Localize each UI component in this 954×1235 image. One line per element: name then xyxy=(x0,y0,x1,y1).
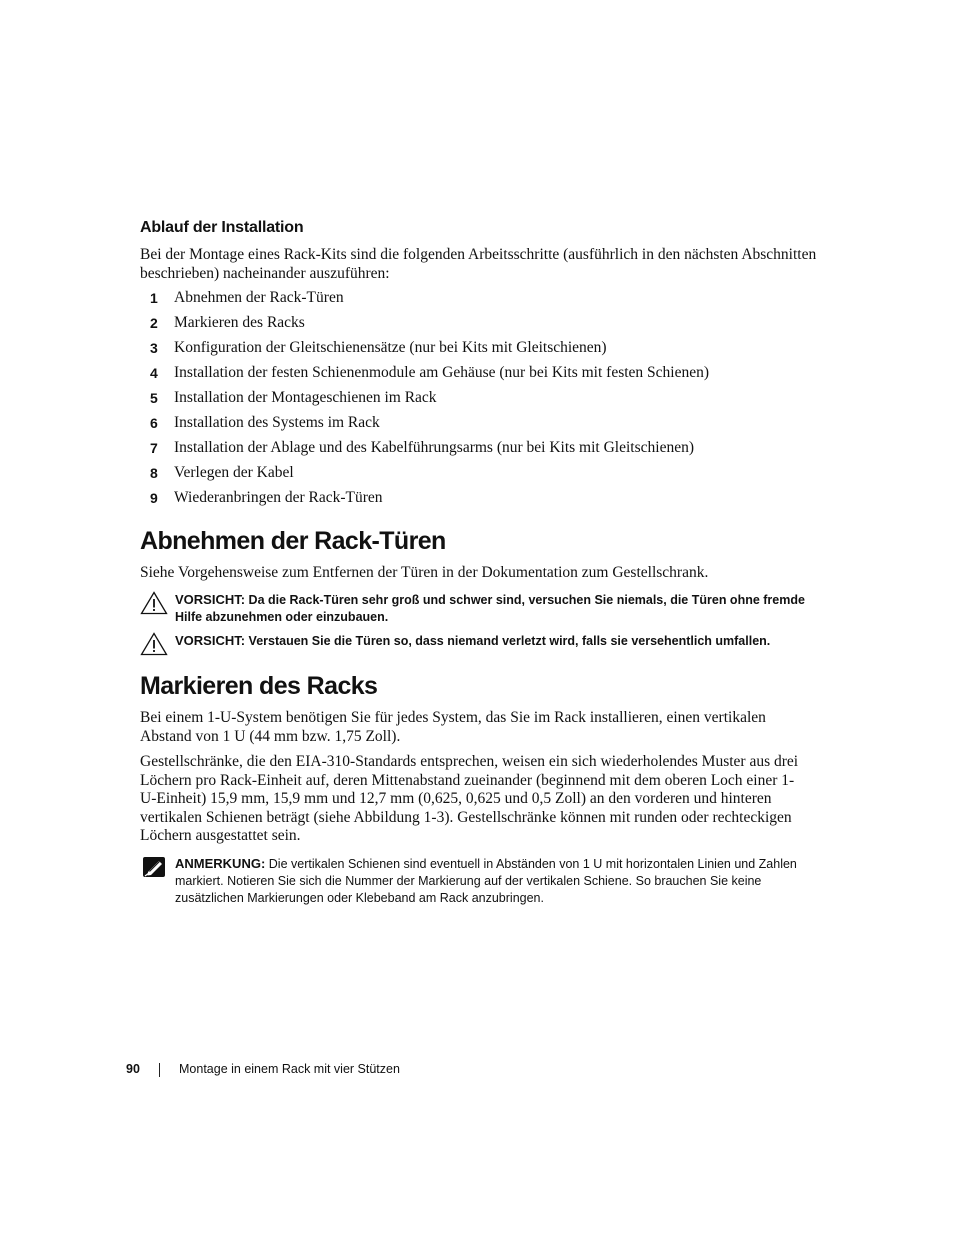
note-text: Die vertikalen Schienen sind eventuell in Abständen von 1 U mit horizontalen Linien und Zahlen markiert. Notieren Sie sich die Nummer der Markierung auf der vertikalen Schiene. So brauchen Sie keine zusätzlichen Markierungen oder Klebeband am Rack anzubringen. xyxy=(175,857,797,905)
list-item xyxy=(140,413,840,438)
step-number: 1 xyxy=(150,290,158,306)
caution-keyword: VORSICHT: xyxy=(175,633,246,648)
list-item xyxy=(140,313,840,338)
note-notice xyxy=(140,855,820,911)
caution-notice xyxy=(140,632,820,656)
step-number: 6 xyxy=(150,415,158,431)
step-text: Abnehmen der Rack-Türen xyxy=(174,289,344,306)
step-text: Konfiguration der Gleitschienensätze (nur bei Kits mit Gleitschienen) xyxy=(174,339,607,356)
pencil-note-icon xyxy=(140,855,168,879)
doors-paragraph: Siehe Vorgehensweise zum Entfernen der Türen in der Dokumentation zum Gestellschrank. xyxy=(140,564,709,581)
step-number: 5 xyxy=(150,390,158,406)
step-number: 3 xyxy=(150,340,158,356)
section-heading: Ablauf der Installation xyxy=(140,219,304,236)
list-item xyxy=(140,288,840,313)
step-number: 8 xyxy=(150,465,158,481)
step-text: Verlegen der Kabel xyxy=(174,464,294,481)
warning-triangle-icon xyxy=(140,591,168,615)
step-text: Installation des Systems im Rack xyxy=(174,414,380,431)
step-number: 9 xyxy=(150,490,158,506)
marking-paragraph-2: Gestellschränke, die den EIA-310-Standards entsprechen, weisen ein sich wiederholendes Muster aus drei Löchern pro Rack-Einheit auf, deren Mittenabstand zueinander (beginnend mit dem oberen Loch einer 1-U-Einheit) 15,9 mm, 15,9 mm und 12,7 mm (0,625, 0,625 und 0,5 Zoll) an den vorderen und hinteren vertikalen Schienen beträgt (siehe Abbildung 1-3). Gestellschränke können mit runden oder rechteckigen Löchern ausgestattet sein. xyxy=(140,753,799,844)
installation-steps-list xyxy=(140,288,840,513)
footer-divider xyxy=(159,1063,160,1077)
page-number: 90 xyxy=(126,1062,140,1076)
step-text: Wiederanbringen der Rack-Türen xyxy=(174,489,383,506)
step-number: 4 xyxy=(150,365,158,381)
note-keyword: ANMERKUNG: xyxy=(175,856,266,871)
list-item xyxy=(140,463,840,488)
step-number: 7 xyxy=(150,440,158,456)
marking-heading: Markieren des Racks xyxy=(140,672,378,700)
list-item xyxy=(140,363,840,388)
step-text: Installation der Montageschienen im Rack xyxy=(174,389,437,406)
list-item xyxy=(140,438,840,463)
chapter-title: Montage in einem Rack mit vier Stützen xyxy=(179,1062,400,1076)
step-number: 2 xyxy=(150,315,158,331)
step-text: Installation der festen Schienenmodule am Gehäuse (nur bei Kits mit festen Schienen) xyxy=(174,364,710,381)
caution-text: Verstauen Sie die Türen so, dass niemand verletzt wird, falls sie versehentlich umfallen. xyxy=(248,634,771,648)
step-text: Installation der Ablage und des Kabelführungsarms (nur bei Kits mit Gleitschienen) xyxy=(174,439,694,456)
step-text: Markieren des Racks xyxy=(174,314,305,331)
list-item xyxy=(140,338,840,363)
page-footer xyxy=(0,1060,954,1080)
caution-text: Da die Rack-Türen sehr groß und schwer sind, versuchen Sie niemals, die Türen ohne fremde Hilfe abzunehmen oder einzubauen. xyxy=(175,593,805,624)
marking-paragraph-1: Bei einem 1-U-System benötigen Sie für jedes System, das Sie im Rack installieren, einen vertikalen Abstand von 1 U (44 mm bzw. 1,75 Zoll). xyxy=(140,709,766,745)
list-item xyxy=(140,388,840,413)
intro-paragraph: Bei der Montage eines Rack-Kits sind die folgenden Arbeitsschritte (ausführlich in den nächsten Abschnitten beschrieben) nacheinander auszuführen: xyxy=(140,246,817,282)
caution-keyword: VORSICHT: xyxy=(175,592,246,607)
doors-heading: Abnehmen der Rack-Türen xyxy=(140,527,446,555)
warning-triangle-icon xyxy=(140,632,168,656)
list-item xyxy=(140,488,840,513)
caution-notice xyxy=(140,591,820,631)
